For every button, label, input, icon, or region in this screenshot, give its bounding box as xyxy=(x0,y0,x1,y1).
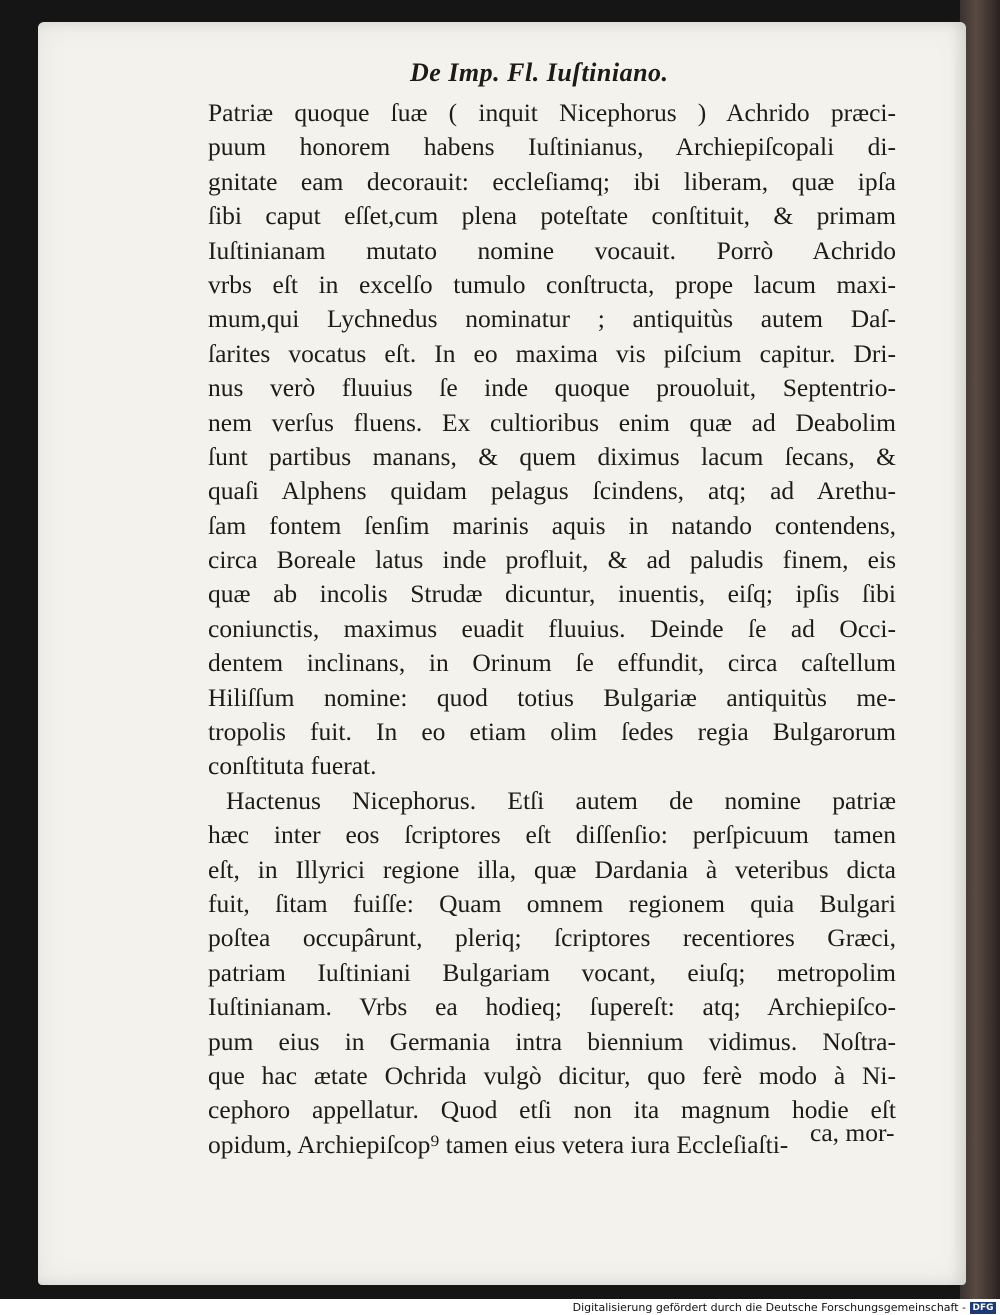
text-line: conſtituta fuerat. xyxy=(208,751,377,781)
text-line: coniunctis, maximus euadit fluuius. Deinde ſe ad Occi- xyxy=(208,613,896,643)
text-line: Hiliſſum nomine: quod totius Bulgariæ antiquitùs me- xyxy=(208,682,896,712)
text-line: nus verò fluuius ſe inde quoque prouoluit, Septentrio- xyxy=(208,373,896,403)
text-line: mum,qui Lychnedus nominatur ; antiquitùs autem Daſ- xyxy=(208,304,896,334)
text-line: tropolis fuit. In eo etiam olim ſedes regia Bulgarorum xyxy=(208,717,896,747)
text-line: eſt, in Illyrici regione illa, quæ Dardania à veteribus dicta xyxy=(208,854,896,884)
text-line: fuit, ſitam fuiſſe: Quam omnem regionem quia Bulgari xyxy=(208,888,896,918)
text-line: pum eius in Germania intra biennium vidimus. Noſtra- xyxy=(208,1026,896,1056)
book-spine-edge xyxy=(960,0,1000,1300)
text-line: ſunt partibus manans, & quem diximus lacum ſecans, & xyxy=(208,441,896,471)
text-line: circa Boreale latus inde profluit, & ad paludis finem, eis xyxy=(208,545,896,575)
text-line: ſibi caput eſſet,cum plena poteſtate conſtituit, & primam xyxy=(208,201,896,231)
text-line: Hactenus Nicephorus. Etſi autem de nomine patriæ xyxy=(226,785,896,815)
text-line: patriam Iuſtiniani Bulgariam vocant, eiuſq; metropolim xyxy=(208,957,896,987)
funding-note: Digitalisierung gefördert durch die Deutsche Forschungsgemeinschaft - xyxy=(572,1301,966,1314)
text-line: que hac ætate Ochrida vulgò dicitur, quo ferè modo à Ni- xyxy=(208,1060,896,1090)
catchword: ca, mor- xyxy=(810,1118,895,1147)
text-line: cephoro appellatur. Quod etſi non ita magnum hodie eſt xyxy=(208,1095,896,1125)
text-line: gnitate eam decorauit: eccleſiamq; ibi liberam, quæ ipſa xyxy=(208,166,896,196)
text-line: Patriæ quoque ſuæ ( inquit Nicephorus ) Achrido præci- xyxy=(208,98,896,127)
text-line: quaſi Alphens quidam pelagus ſcindens, atq; ad Arethu- xyxy=(208,476,896,506)
text-line: ſarites vocatus eſt. In eo maxima vis piſcium capitur. Dri- xyxy=(208,338,896,368)
running-header: De Imp. Fl. Iuſtiniano. xyxy=(410,58,669,87)
text-line: dentem inclinans, in Orinum ſe effundit, circa caſtellum xyxy=(208,648,896,678)
text-line: puum honorem habens Iuſtinianus, Archiepiſcopali di- xyxy=(208,132,896,162)
text-line: Iuſtinianam mutato nomine vocauit. Porrò Achrido xyxy=(208,235,896,265)
body-text xyxy=(208,96,896,1162)
text-line: poſtea occupârunt, pleriq; ſcriptores recentiores Græci, xyxy=(208,923,896,953)
text-line: hæc inter eos ſcriptores eſt diſſenſio: perſpicuum tamen xyxy=(208,820,896,850)
text-line: Iuſtinianam. Vrbs ea hodieq; ſupereſt: atq; Archiepiſco- xyxy=(208,992,896,1022)
dfg-logo: DFG xyxy=(970,1302,996,1314)
text-line: opidum, Archiepiſcop⁹ tamen eius vetera iura Eccleſiaſti- xyxy=(208,1129,789,1159)
text-line: quæ ab incolis Strudæ dicuntur, inuentis, eiſq; ipſis ſibi xyxy=(208,579,896,609)
text-line: vrbs eſt in excelſo tumulo conſtructa, prope lacum maxi- xyxy=(208,269,896,299)
text-line: nem verſus fluens. Ex cultioribus enim quæ ad Deabolim xyxy=(208,407,896,437)
text-line: ſam fontem ſenſim marinis aquis in natando contendens, xyxy=(208,510,896,540)
